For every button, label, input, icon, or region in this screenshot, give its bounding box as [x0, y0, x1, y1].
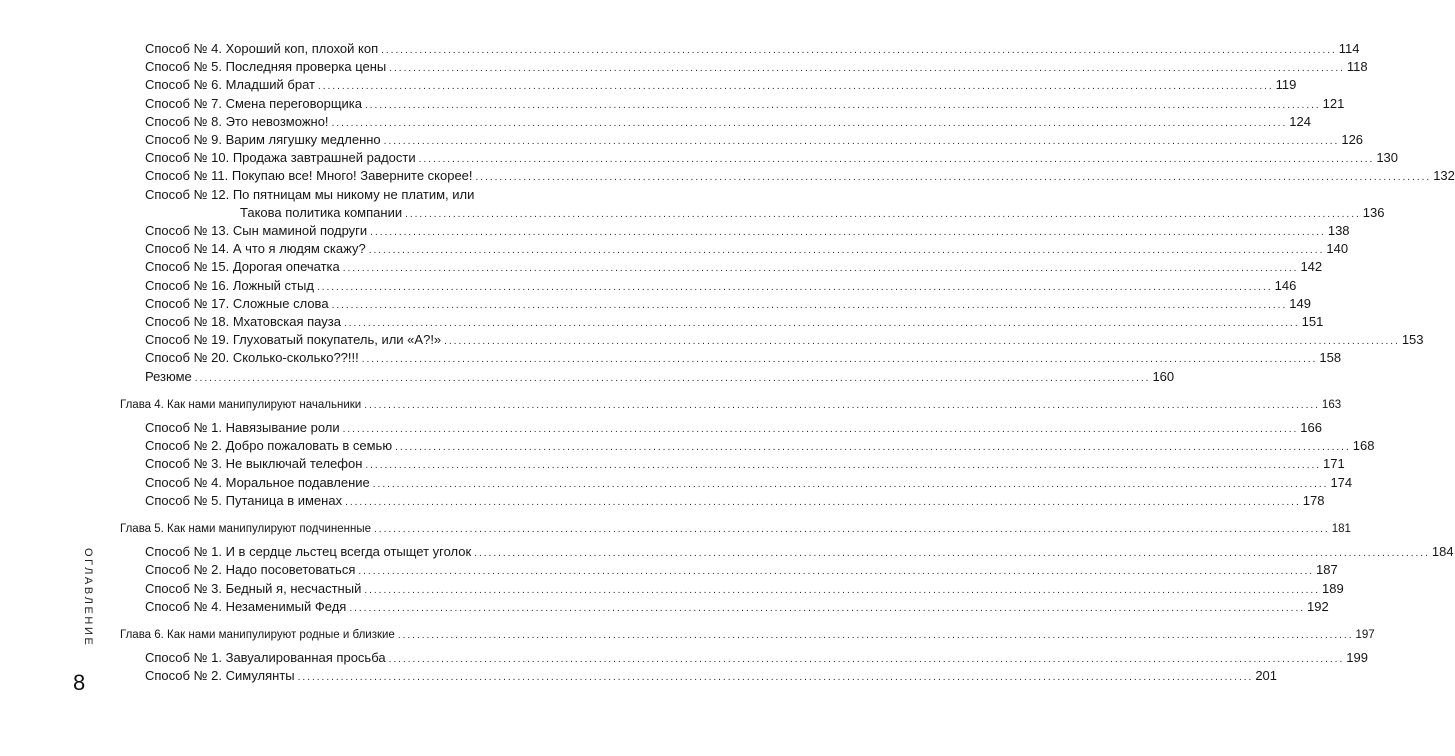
dot-leader: ........................................................................................................................................................................................................ — [474, 548, 1430, 560]
page-ref: 146 — [1274, 277, 1297, 293]
dot-leader: ........................................................................................................................................................................................................ — [365, 460, 1322, 472]
page-ref: 118 — [1346, 59, 1368, 75]
dot-leader: ........................................................................................................................................................................................................ — [372, 478, 1329, 490]
toc-entry — [0, 95, 1345, 113]
page-ref: 158 — [1319, 350, 1342, 366]
entry-title: Способ № 6. Младший брат — [145, 77, 315, 93]
dot-leader: ........................................................................................................................................................................................................ — [194, 372, 1151, 384]
dot-leader: ........................................................................................................................................................................................................ — [345, 496, 1301, 508]
dot-leader: ........................................................................................................................................................................................................ — [444, 336, 1400, 348]
entry-title: Способ № 8. Это невозможно! — [145, 113, 329, 129]
page-ref: 138 — [1327, 223, 1350, 238]
toc-entry — [0, 40, 1360, 58]
dot-leader: ........................................................................................................................................................................................................ — [374, 524, 1330, 535]
chapter-title: Глава 5. Как нами манипулируют подчиненные — [120, 523, 372, 535]
toc-entry — [0, 167, 1455, 185]
entry-title: Способ № 3. Не выключай телефон — [145, 456, 363, 472]
dot-leader: ........................................................................................................................................................................................................ — [358, 566, 1315, 578]
page-ref: 197 — [1355, 629, 1375, 641]
dot-leader: ........................................................................................................................................................................................................ — [364, 399, 1320, 411]
entry-title: Способ № 5. Путаница в именах — [145, 492, 343, 508]
entry-title: Способ № 4. Незаменимый Федя — [145, 598, 347, 614]
dot-leader: ........................................................................................................................................................................................................ — [343, 318, 1300, 329]
toc-entry — [0, 277, 1297, 295]
dot-leader: ........................................................................................................................................................................................................ — [349, 602, 1306, 614]
dot-leader: ........................................................................................................................................................................................................ — [397, 630, 1354, 641]
toc-entry — [0, 349, 1342, 367]
page-ref: 142 — [1300, 259, 1323, 275]
dot-leader: ........................................................................................................................................................................................................ — [418, 154, 1375, 166]
toc-entry — [0, 649, 1368, 667]
page-ref: 124 — [1289, 113, 1311, 129]
entry-title: Способ № 5. Последняя проверка цены — [145, 59, 387, 75]
page-ref: 181 — [1331, 523, 1351, 535]
entry-title: Способ № 12. По пятницам мы никому не платим, или — [145, 186, 475, 202]
dot-leader: ........................................................................................................................................................................................................ — [316, 281, 1273, 293]
dot-leader: ........................................................................................................................................................................................................ — [383, 136, 1340, 147]
entry-title: Способ № 14. А что я людям скажу? — [145, 241, 366, 257]
toc-entry — [0, 258, 1323, 276]
entry-title: Способ № 4. Моральное подавление — [145, 474, 370, 490]
page-ref: 199 — [1346, 650, 1368, 666]
entry-title: Способ № 1. Навязывание роли — [145, 420, 340, 435]
dot-leader: ........................................................................................................................................................................................................ — [297, 672, 1254, 684]
toc-entry-continuation — [0, 204, 1385, 222]
page-ref: 163 — [1321, 398, 1342, 411]
entry-title: Способ № 15. Дорогая опечатка — [145, 259, 340, 275]
page-ref: 149 — [1289, 295, 1311, 311]
toc-entry — [0, 113, 1311, 131]
page-ref: 132 — [1433, 168, 1455, 184]
page-ref: 174 — [1330, 474, 1353, 490]
entry-title: Способ № 2. Добро пожаловать в семью — [145, 438, 393, 454]
page-ref: 119 — [1275, 77, 1297, 93]
page-ref: 160 — [1152, 368, 1175, 384]
entry-title: Способ № 7. Смена переговорщика — [145, 95, 362, 111]
toc-entry — [0, 474, 1353, 492]
toc-entry — [0, 331, 1424, 349]
dot-leader: ........................................................................................................................................................................................................ — [331, 299, 1288, 311]
toc-entry — [0, 76, 1297, 94]
page-ref: 178 — [1302, 492, 1325, 508]
page-ref: 153 — [1401, 332, 1424, 348]
toc-entry — [0, 667, 1278, 685]
page-ref: 114 — [1338, 41, 1360, 56]
toc-entry — [0, 222, 1350, 240]
entry-title: Способ № 2. Симулянты — [145, 668, 295, 684]
page-ref: 140 — [1326, 241, 1349, 257]
page-ref: 184 — [1431, 544, 1454, 560]
dot-leader: ........................................................................................................................................................................................................ — [475, 172, 1432, 184]
page-ref: 151 — [1301, 314, 1324, 329]
entry-title: Способ № 11. Покупаю все! Много! Заверните скорее! — [145, 168, 473, 184]
chapter-heading — [0, 396, 1342, 414]
entry-title: Способ № 13. Сын маминой подруги — [145, 223, 368, 238]
page-ref: 121 — [1322, 95, 1345, 111]
toc-entry — [0, 240, 1349, 258]
chapter-heading — [0, 520, 1351, 538]
toc-entry — [0, 313, 1324, 331]
dot-leader: ........................................................................................................................................................................................................ — [381, 45, 1337, 56]
entry-title: Способ № 20. Сколько-сколько??!!! — [145, 350, 359, 366]
page-ref: 192 — [1307, 598, 1329, 614]
toc-entry — [0, 455, 1345, 473]
dot-leader: ........................................................................................................................................................................................................ — [395, 442, 1351, 454]
dot-leader: ........................................................................................................................................................................................................ — [368, 245, 1325, 257]
page-ref: 166 — [1300, 420, 1322, 435]
dot-leader: ........................................................................................................................................................................................................ — [364, 99, 1321, 111]
toc-entry — [0, 419, 1322, 437]
toc-entry — [0, 492, 1325, 510]
entry-title: Способ № 18. Мхатовская пауза — [145, 314, 341, 329]
page-ref: 130 — [1376, 150, 1399, 166]
toc-entry — [0, 295, 1311, 313]
page-ref: 168 — [1352, 438, 1375, 454]
dot-leader: ........................................................................................................................................................................................................ — [331, 117, 1288, 129]
page-ref: 187 — [1316, 562, 1338, 578]
entry-title: Способ № 1. И в сердце льстец всегда отыщет уголок — [145, 544, 472, 560]
dot-leader: ........................................................................................................................................................................................................ — [364, 584, 1320, 596]
chapter-title: Глава 6. Как нами манипулируют родные и близкие — [120, 629, 395, 641]
dot-leader: ........................................................................................................................................................................................................ — [370, 227, 1326, 238]
running-header-label: ОГЛАВЛЕНИЕ — [82, 548, 94, 648]
entry-title: Способ № 4. Хороший коп, плохой коп — [145, 41, 379, 56]
entry-title: Такова политика компании — [240, 204, 403, 220]
page-ref: 201 — [1255, 668, 1278, 684]
entry-title: Резюме — [145, 368, 192, 384]
dot-leader: ........................................................................................................................................................................................................ — [388, 654, 1345, 666]
page-ref: 136 — [1362, 204, 1385, 220]
entry-title: Способ № 16. Ложный стыд — [145, 277, 314, 293]
dot-leader: ........................................................................................................................................................................................................ — [317, 81, 1274, 93]
entry-title: Способ № 2. Надо посоветоваться — [145, 562, 356, 578]
toc-entry — [0, 368, 1175, 386]
entry-title: Способ № 1. Завуалированная просьба — [145, 650, 386, 666]
entry-title: Способ № 10. Продажа завтрашней радости — [145, 150, 416, 166]
page-number: 8 — [73, 670, 86, 695]
entry-title: Способ № 9. Варим лягушку медленно — [145, 132, 381, 147]
toc-entry — [0, 186, 600, 204]
toc-entry — [0, 58, 1368, 76]
dot-leader: ........................................................................................................................................................................................................ — [389, 63, 1345, 75]
page-ref: 171 — [1323, 456, 1345, 472]
dot-leader: ........................................................................................................................................................................................................ — [361, 354, 1318, 366]
page-ref: 189 — [1322, 580, 1344, 596]
toc-entry — [0, 131, 1364, 149]
dot-leader: ........................................................................................................................................................................................................ — [342, 424, 1299, 435]
chapter-title: Глава 4. Как нами манипулируют начальники — [120, 398, 362, 411]
dot-leader: ........................................................................................................................................................................................................ — [342, 263, 1299, 275]
toc-entry — [0, 437, 1375, 455]
page-ref: 126 — [1341, 132, 1364, 147]
entry-title: Способ № 3. Бедный я, несчастный — [145, 580, 362, 596]
toc-entry — [0, 149, 1399, 167]
entry-title: Способ № 17. Сложные слова — [145, 295, 329, 311]
entry-title: Способ № 19. Глуховатый покупатель, или «А?!» — [145, 332, 442, 348]
dot-leader: ........................................................................................................................................................................................................ — [405, 208, 1361, 220]
